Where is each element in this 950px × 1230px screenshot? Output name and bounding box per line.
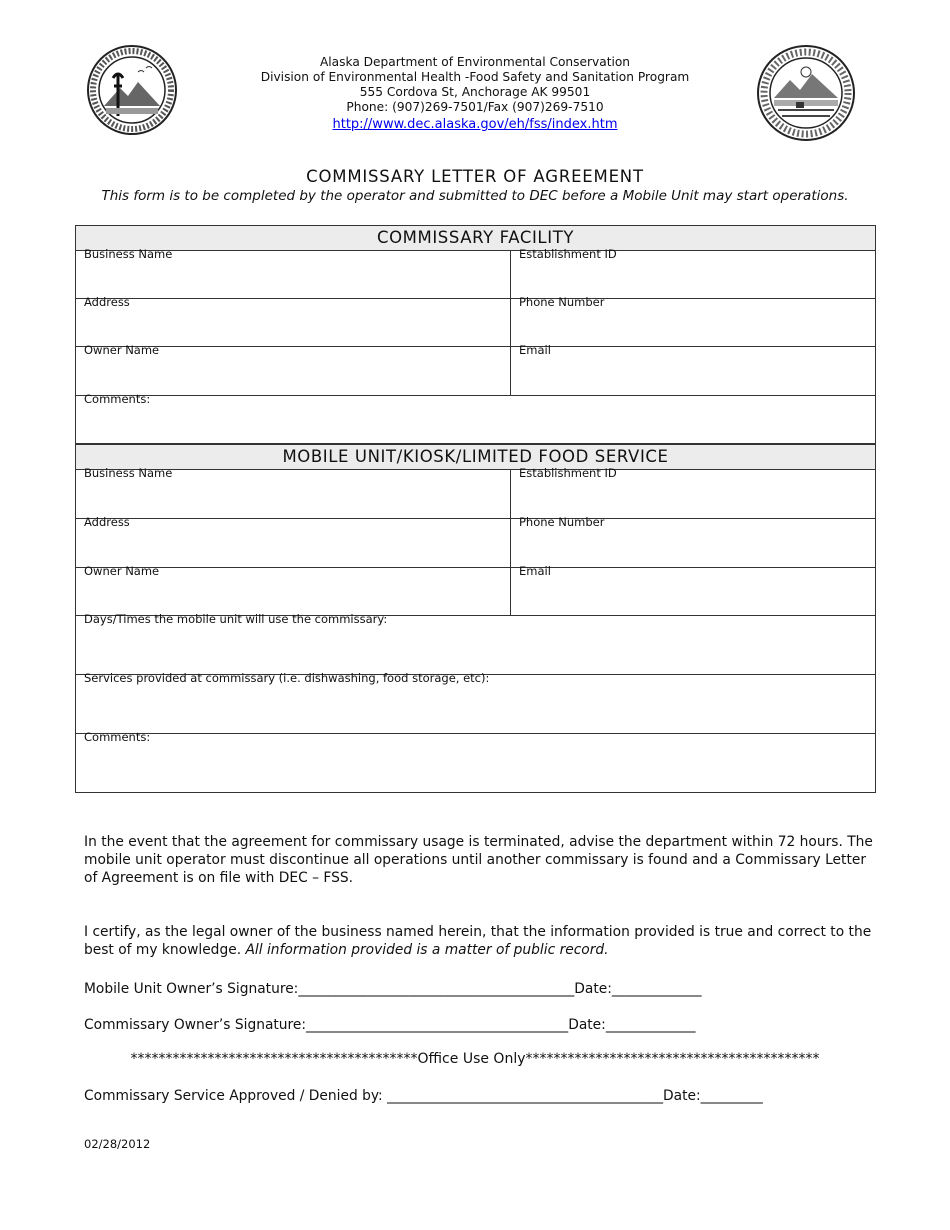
mobile-email-field[interactable] [511,564,876,616]
agency-phone: Phone: (907)269-7501/Fax (907)269-7510 [346,100,604,114]
days-times-field[interactable] [76,612,876,675]
commissary-comments-field[interactable] [76,392,876,444]
commissary-phone-field[interactable] [511,295,876,347]
commissary-email-field[interactable] [511,343,876,396]
mobile-establishment-id-field[interactable] [511,466,876,519]
mobile-address-field[interactable] [76,515,511,568]
page-title: COMMISSARY LETTER OF AGREEMENT [306,167,644,186]
mobile-address-label: Address [84,515,130,529]
public-record-note: All information provided is a matter of public record. [245,942,609,958]
mobile-owner-name-field[interactable] [76,564,511,616]
commissary-owner-name-label: Owner Name [84,343,160,357]
state-of-alaska-seal-icon [756,44,856,142]
mobile-owner-signature-line[interactable]: Mobile Unit Owner’s Signature:________________________________________Date:_____________ [84,981,702,997]
mobile-email-label: Email [519,564,551,578]
form-revision-date: 02/28/2012 [84,1137,151,1151]
days-times-label: Days/Times the mobile unit will use the commissary: [84,612,388,626]
services-provided-field[interactable] [76,671,876,734]
office-use-divider: *****************************************Office Use Only****************************************** [130,1051,820,1067]
mobile-owner-name-label: Owner Name [84,564,160,578]
commissary-business-name-label: Business Name [84,247,173,261]
commissary-facility-section [75,225,876,444]
mobile-comments-field[interactable] [76,730,876,793]
commissary-business-name-field[interactable] [76,247,511,299]
agency-website-link[interactable]: http://www.dec.alaska.gov/eh/fss/index.htm [332,117,618,132]
commissary-email-label: Email [519,343,551,357]
services-provided-label: Services provided at commissary (i.e. dishwashing, food storage, etc): [84,671,490,685]
mobile-business-name-label: Business Name [84,466,173,480]
certification-statement [84,923,874,959]
agency-address: 555 Cordova St, Anchorage AK 99501 [359,85,591,99]
dec-seal-icon [86,44,178,136]
commissary-establishment-id-field[interactable] [511,247,876,299]
commissary-phone-label: Phone Number [519,295,605,309]
termination-notice: In the event that the agreement for commissary usage is terminated, advise the department within 72 hours. The mobile unit operator must discontinue all operations until another commissary is found and a Commissary Letter of Agreement is on file with DEC – FSS. [84,834,873,886]
commissary-address-label: Address [84,295,130,309]
page-subtitle: This form is to be completed by the operator and submitted to DEC before a Mobile Unit may start operations. [101,188,849,204]
mobile-business-name-field[interactable] [76,466,511,519]
agency-name: Alaska Department of Environmental Conservation [319,55,631,69]
approval-line[interactable]: Commissary Service Approved / Denied by: ________________________________________Date:_________ [84,1088,763,1104]
commissary-facility-heading: COMMISSARY FACILITY [76,226,876,251]
mobile-unit-heading: MOBILE UNIT/KIOSK/LIMITED FOOD SERVICE [76,445,876,470]
mobile-unit-section [75,444,876,793]
division-name: Division of Environmental Health -Food Safety and Sanitation Program [260,70,690,84]
commissary-establishment-id-label: Establishment ID [519,247,617,261]
commissary-owner-signature-line[interactable]: Commissary Owner’s Signature:______________________________________Date:_____________ [84,1017,696,1033]
mobile-phone-label: Phone Number [519,515,605,529]
mobile-establishment-id-label: Establishment ID [519,466,617,480]
mobile-comments-label: Comments: [84,730,151,744]
commissary-owner-name-field[interactable] [76,343,511,396]
commissary-address-field[interactable] [76,295,511,347]
agency-header [240,55,710,132]
mobile-phone-field[interactable] [511,515,876,568]
certification-text: I certify, as the legal owner of the business named herein, that the information provided is true and correct to the best of my knowledge. [84,924,872,958]
commissary-comments-label: Comments: [84,392,151,406]
